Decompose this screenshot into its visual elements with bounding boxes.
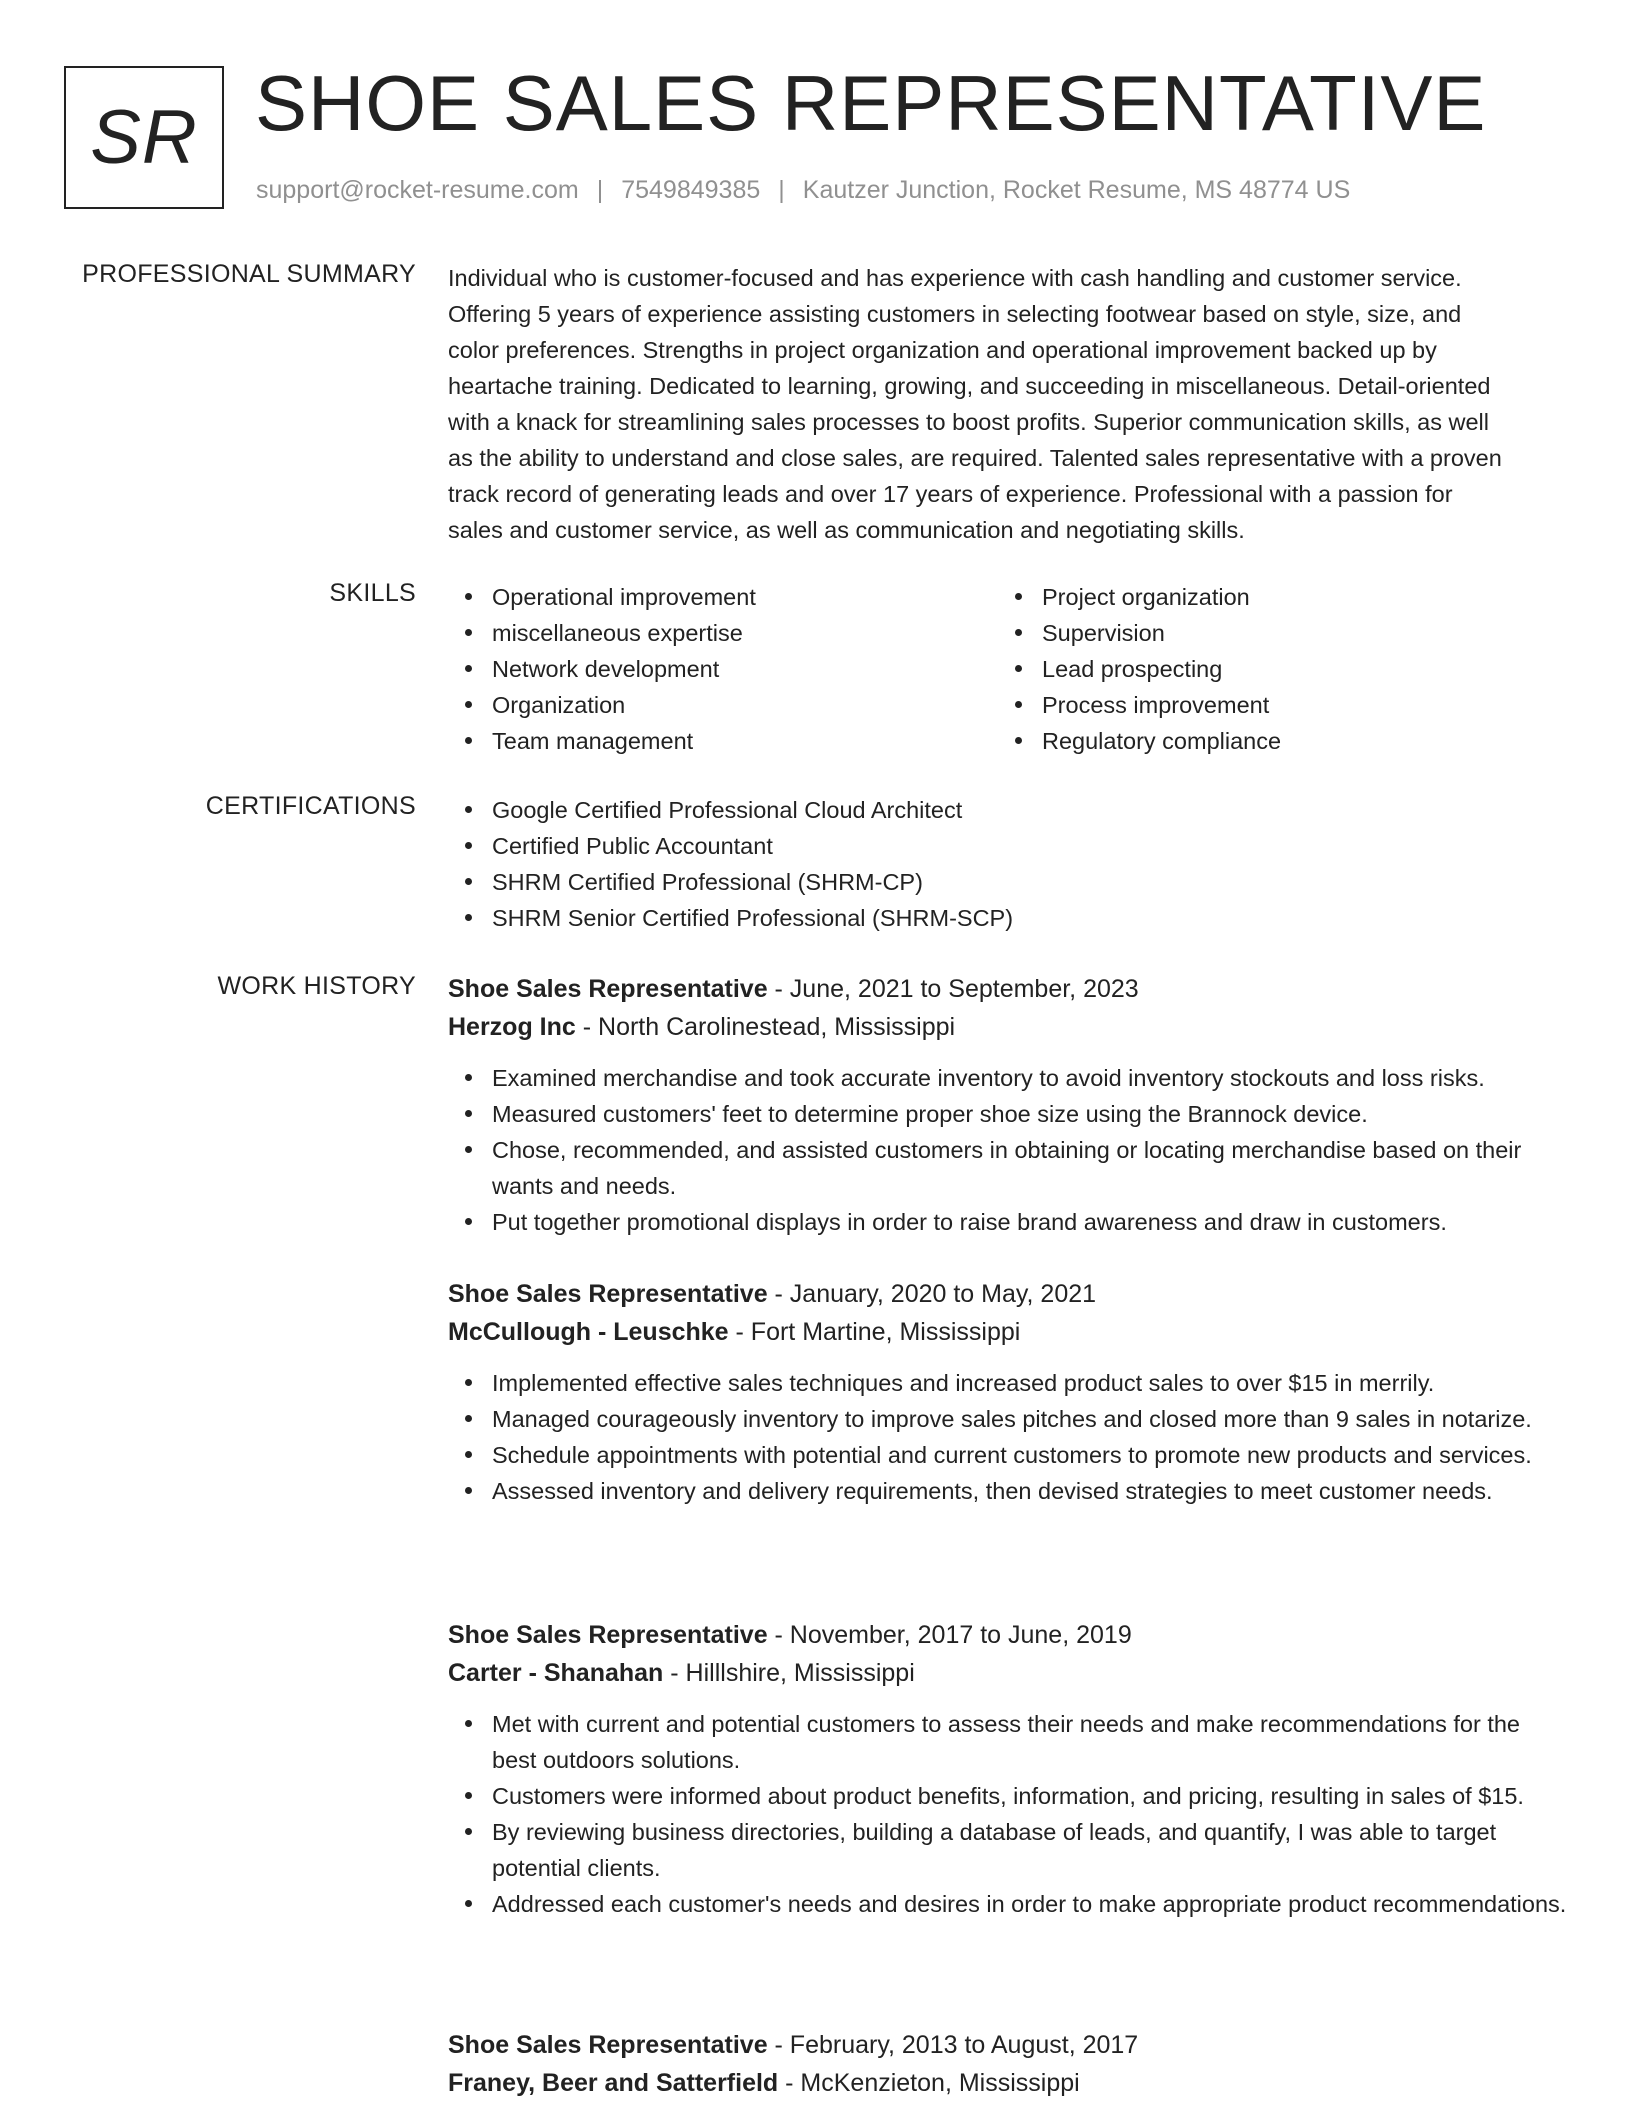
section-label-skills: SKILLS [329,579,416,607]
job-location: - McKenzieton, Mississippi [778,2069,1080,2097]
contact-separator: | [596,176,604,204]
job-company: Carter - Shanahan [448,1659,664,1687]
job-bullet: Implemented effective sales techniques and increased product sales to over $15 in merrily. [448,1365,1568,1401]
job-bullet: Put together promotional displays in order to raise brand awareness and draw in customers. [448,1204,1568,1240]
contact-line [256,176,1350,205]
job-company: Herzog Inc [448,1013,576,1041]
skills-column-right [998,579,1548,759]
job-company-line [448,1654,1568,1692]
job-bullet: By reviewing business directories, building a database of leads, and quantify, I was able to target potential clients. [448,1814,1568,1886]
summary-line: track record of generating leads and over 17 years of experience. Professional with a passion for [448,481,1453,507]
job-body [448,1275,1568,1509]
job-title-line [448,2026,1568,2064]
address: Kautzer Junction, Rocket Resume, MS 48774 US [802,176,1351,204]
certification-item: SHRM Senior Certified Professional (SHRM-SCP) [448,900,1568,936]
job-title-line [448,1275,1568,1313]
job-dates: - January, 2020 to May, 2021 [767,1280,1097,1308]
contact-separator: | [778,176,785,204]
skill-item: Operational improvement [448,579,998,615]
job-bullet: Customers were informed about product benefits, information, and pricing, resulting in sales of $15. [448,1778,1568,1814]
job-title-line [448,1616,1568,1654]
email: support@rocket-resume.com [256,176,579,204]
skill-item: Organization [448,687,998,723]
job-body [448,1616,1568,1922]
job-body [448,2026,1568,2102]
job-body [448,970,1568,1240]
job-bullets [448,1060,1568,1240]
skill-item: Process improvement [998,687,1548,723]
certifications-list [448,792,1568,936]
section-label-work-history: WORK HISTORY [217,972,416,1000]
job-bullet: Schedule appointments with potential and current customers to promote new products and services. [448,1437,1568,1473]
job-company: Franey, Beer and Satterfield [448,2069,779,2097]
job-title: Shoe Sales Representative [448,1280,768,1308]
summary-text [448,260,1568,548]
certification-item: SHRM Certified Professional (SHRM-CP) [448,864,1568,900]
job-company: McCullough - Leuschke [448,1318,729,1346]
summary-line: sales and customer service, as well as communication and negotiating skills. [448,517,1245,543]
summary-line: Individual who is customer-focused and has experience with cash handling and customer service. [448,265,1462,291]
job-bullets [448,1365,1568,1509]
skills-list [448,579,1568,759]
job-title: Shoe Sales Representative [448,1621,768,1649]
skill-item: Project organization [998,579,1548,615]
skill-item: Regulatory compliance [998,723,1548,759]
job-company-line [448,1313,1568,1351]
job-title: Shoe Sales Representative [448,975,768,1003]
summary-line: Offering 5 years of experience assisting customers in selecting footwear based on style, size, and [448,301,1462,327]
job-location: - Fort Martine, Mississippi [728,1318,1021,1346]
job-bullet: Met with current and potential customers to assess their needs and make recommendations for the best outdoors solutions. [448,1706,1568,1778]
job-bullet: Measured customers' feet to determine proper shoe size using the Brannock device. [448,1096,1568,1132]
job-bullet: Examined merchandise and took accurate inventory to avoid inventory stockouts and loss risks. [448,1060,1568,1096]
skill-item: Supervision [998,615,1548,651]
certifications-body [448,792,1568,936]
job-location: - Hilllshire, Mississippi [663,1659,915,1687]
job-dates: - June, 2021 to September, 2023 [767,975,1139,1003]
job-bullet: Assessed inventory and delivery requirements, then devised strategies to meet customer needs. [448,1473,1568,1509]
summary-line: heartache training. Dedicated to learning, growing, and succeeding in miscellaneous. Detail-oriented [448,373,1491,399]
job-bullets [448,1706,1568,1922]
skill-item: Lead prospecting [998,651,1548,687]
skill-item: miscellaneous expertise [448,615,998,651]
section-label-certifications: CERTIFICATIONS [205,792,416,820]
job-bullet: Addressed each customer's needs and desires in order to make appropriate product recommendations. [448,1886,1568,1922]
job-bullet: Managed courageously inventory to improve sales pitches and closed more than 9 sales in notarize. [448,1401,1568,1437]
job-dates: - February, 2013 to August, 2017 [767,2031,1139,2059]
job-company-line [448,1008,1568,1046]
summary-line: as the ability to understand and close sales, are required. Talented sales representative with a proven [448,445,1502,471]
skills-column-left [448,579,998,759]
certification-item: Google Certified Professional Cloud Architect [448,792,1568,828]
job-location: - North Carolinestead, Mississippi [575,1013,956,1041]
resume-title: SHOE SALES REPRESENTATIVE [255,59,1487,147]
job-company-line [448,2064,1568,2102]
summary-line: color preferences. Strengths in project organization and operational improvement backed up by [448,337,1437,363]
skill-item: Network development [448,651,998,687]
phone: 7549849385 [621,176,761,204]
job-bullet: Chose, recommended, and assisted customers in obtaining or locating merchandise based on their wants and needs. [448,1132,1568,1204]
job-title: Shoe Sales Representative [448,2031,768,2059]
job-dates: - November, 2017 to June, 2019 [767,1621,1132,1649]
skill-item: Team management [448,723,998,759]
certification-item: Certified Public Accountant [448,828,1568,864]
section-label-summary: PROFESSIONAL SUMMARY [82,260,416,288]
monogram-logo: SR [64,66,224,209]
job-title-line [448,970,1568,1008]
summary-line: with a knack for streamlining sales processes to boost profits. Superior communication skills, as well [448,409,1489,435]
